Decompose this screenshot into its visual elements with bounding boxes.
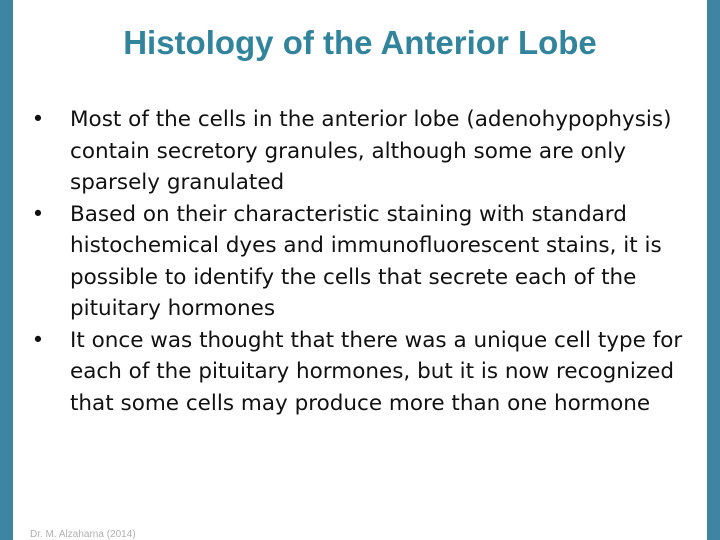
bullet-item bbox=[28, 104, 690, 199]
bullet-text: Based on their characteristic staining with standard histochemical dyes and immunofluorescent stains, it is possible to identify the cells that secrete each of the pituitary hormones bbox=[70, 201, 662, 321]
right-accent-bar bbox=[707, 0, 720, 540]
bullet-dot-icon: • bbox=[31, 327, 45, 353]
bullet-list bbox=[28, 104, 690, 419]
slide-title: Histology of the Anterior Lobe bbox=[123, 24, 597, 61]
bullet-text: Most of the cells in the anterior lobe (adenohypophysis) contain secretory granules, although some are only sparsely granulated bbox=[70, 107, 672, 195]
left-accent-bar bbox=[0, 0, 13, 540]
bullet-item bbox=[28, 199, 690, 325]
bullet-text: It once was thought that there was a unique cell type for each of the pituitary hormones, but it is now recognized that some cells may produce more than one hormone bbox=[70, 327, 683, 416]
bullet-dot-icon: • bbox=[31, 107, 45, 132]
bullet-item bbox=[28, 325, 690, 420]
footer-author: Dr. M. Alzaharna (2014) bbox=[30, 529, 136, 540]
page-number: 5 bbox=[698, 517, 704, 528]
bullet-dot-icon: • bbox=[31, 201, 45, 227]
